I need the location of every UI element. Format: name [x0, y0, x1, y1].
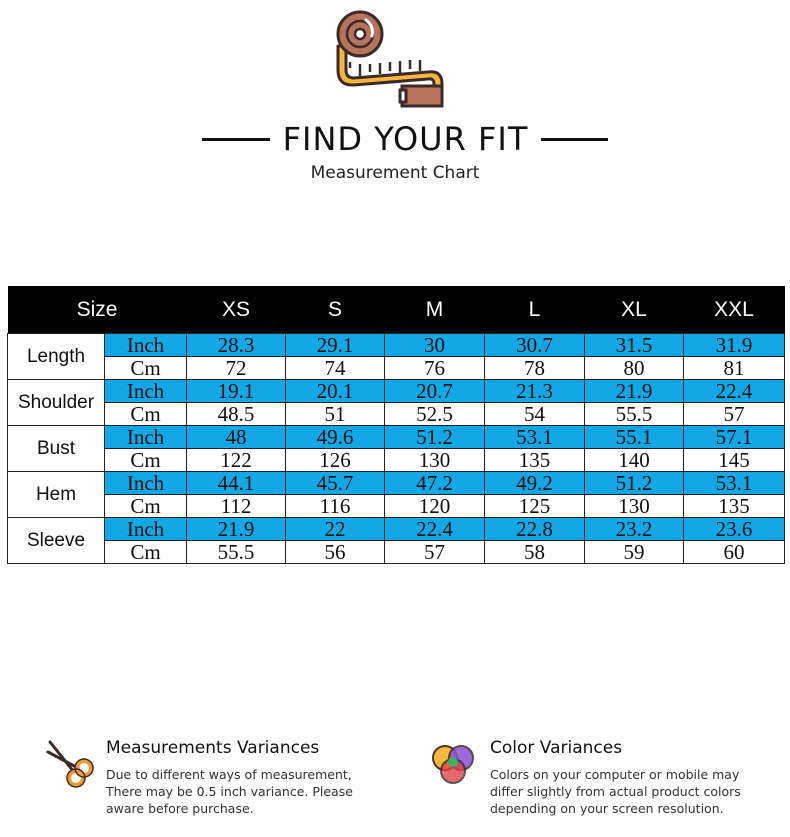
size-header-xs: XS	[187, 286, 286, 334]
cm-value-cell: 57	[684, 403, 785, 426]
cm-value-cell: 135	[485, 449, 585, 472]
inch-value-cell: 31.5	[585, 334, 684, 357]
size-header-xxl: XXL	[684, 286, 785, 334]
size-chart-table	[7, 286, 785, 564]
unit-label-cm: Cm	[105, 541, 187, 564]
measurement-variance-note	[44, 738, 384, 828]
unit-label-cm: Cm	[105, 403, 187, 426]
inch-value-cell: 51.2	[385, 426, 485, 449]
size-header-s: S	[286, 286, 385, 334]
title-divider-right	[541, 138, 608, 141]
cm-value-cell: 112	[187, 495, 286, 518]
inch-value-cell: 48	[187, 426, 286, 449]
table-row	[8, 472, 785, 495]
inch-value-cell: 30.7	[485, 334, 585, 357]
tape-measure-icon	[330, 8, 450, 112]
size-header-m: M	[385, 286, 485, 334]
table-row	[8, 449, 785, 472]
cm-value-cell: 120	[385, 495, 485, 518]
cm-value-cell: 74	[286, 357, 385, 380]
measurement-note-body	[106, 766, 353, 817]
measurement-note-line: Due to different ways of measurement,	[106, 767, 352, 782]
table-row	[8, 426, 785, 449]
cm-value-cell: 76	[385, 357, 485, 380]
unit-label-inch: Inch	[105, 518, 187, 541]
inch-value-cell: 53.1	[485, 426, 585, 449]
cm-value-cell: 135	[684, 495, 785, 518]
unit-label-inch: Inch	[105, 426, 187, 449]
title-divider-left	[202, 138, 270, 141]
inch-value-cell: 49.6	[286, 426, 385, 449]
color-note-line: depending on your screen resolution.	[490, 801, 724, 816]
inch-value-cell: 28.3	[187, 334, 286, 357]
size-header-l: L	[485, 286, 585, 334]
inch-value-cell: 20.7	[385, 380, 485, 403]
cm-value-cell: 48.5	[187, 403, 286, 426]
measure-name-bust: Bust	[8, 426, 105, 472]
measure-name-sleeve: Sleeve	[8, 518, 105, 564]
inch-value-cell: 21.9	[187, 518, 286, 541]
inch-value-cell: 57.1	[684, 426, 785, 449]
inch-value-cell: 44.1	[187, 472, 286, 495]
table-row	[8, 541, 785, 564]
inch-value-cell: 23.6	[684, 518, 785, 541]
table-row	[8, 380, 785, 403]
inch-value-cell: 53.1	[684, 472, 785, 495]
inch-value-cell: 21.9	[585, 380, 684, 403]
unit-label-inch: Inch	[105, 380, 187, 403]
unit-label-inch: Inch	[105, 334, 187, 357]
color-note-body	[490, 766, 741, 817]
inch-value-cell: 45.7	[286, 472, 385, 495]
cm-value-cell: 51	[286, 403, 385, 426]
cm-value-cell: 55.5	[187, 541, 286, 564]
unit-label-cm: Cm	[105, 357, 187, 380]
size-header: Size	[8, 286, 187, 334]
inch-value-cell: 55.1	[585, 426, 684, 449]
unit-label-inch: Inch	[105, 472, 187, 495]
inch-value-cell: 30	[385, 334, 485, 357]
color-variance-note	[428, 738, 768, 828]
cm-value-cell: 81	[684, 357, 785, 380]
table-row	[8, 357, 785, 380]
color-note-line: differ slightly from actual product colors	[490, 784, 741, 799]
table-header-row	[8, 286, 785, 334]
measurement-note-line: There may be 0.5 inch variance. Please	[106, 784, 353, 799]
inch-value-cell: 20.1	[286, 380, 385, 403]
title-row	[0, 118, 790, 160]
inch-value-cell: 29.1	[286, 334, 385, 357]
cm-value-cell: 59	[585, 541, 684, 564]
color-circles-icon	[428, 738, 478, 790]
cm-value-cell: 56	[286, 541, 385, 564]
page-title: FIND YOUR FIT	[282, 120, 529, 158]
measurement-note-title: Measurements Variances	[106, 738, 320, 758]
cm-value-cell: 145	[684, 449, 785, 472]
cm-value-cell: 55.5	[585, 403, 684, 426]
inch-value-cell: 31.9	[684, 334, 785, 357]
table-row	[8, 403, 785, 426]
measurement-note-line: aware before purchase.	[106, 801, 254, 816]
color-note-line: Colors on your computer or mobile may	[490, 767, 740, 782]
inch-value-cell: 22.8	[485, 518, 585, 541]
table-row	[8, 334, 785, 357]
cm-value-cell: 126	[286, 449, 385, 472]
cm-value-cell: 80	[585, 357, 684, 380]
page-subtitle: Measurement Chart	[310, 163, 480, 183]
cm-value-cell: 78	[485, 357, 585, 380]
measure-name-shoulder: Shoulder	[8, 380, 105, 426]
inch-value-cell: 22.4	[684, 380, 785, 403]
inch-value-cell: 22.4	[385, 518, 485, 541]
unit-label-cm: Cm	[105, 449, 187, 472]
table-row	[8, 495, 785, 518]
cm-value-cell: 130	[385, 449, 485, 472]
inch-value-cell: 19.1	[187, 380, 286, 403]
inch-value-cell: 21.3	[485, 380, 585, 403]
cm-value-cell: 122	[187, 449, 286, 472]
cm-value-cell: 58	[485, 541, 585, 564]
measure-name-hem: Hem	[8, 472, 105, 518]
inch-value-cell: 23.2	[585, 518, 684, 541]
cm-value-cell: 57	[385, 541, 485, 564]
cm-value-cell: 60	[684, 541, 785, 564]
size-header-xl: XL	[585, 286, 684, 334]
table-row	[8, 518, 785, 541]
cm-value-cell: 116	[286, 495, 385, 518]
inch-value-cell: 47.2	[385, 472, 485, 495]
inch-value-cell: 49.2	[485, 472, 585, 495]
measure-name-length: Length	[8, 334, 105, 380]
inch-value-cell: 22	[286, 518, 385, 541]
cm-value-cell: 54	[485, 403, 585, 426]
cm-value-cell: 52.5	[385, 403, 485, 426]
inch-value-cell: 51.2	[585, 472, 684, 495]
cm-value-cell: 140	[585, 449, 684, 472]
cm-value-cell: 72	[187, 357, 286, 380]
cm-value-cell: 130	[585, 495, 684, 518]
scissors-icon	[44, 738, 94, 790]
color-note-title: Color Variances	[490, 738, 623, 758]
cm-value-cell: 125	[485, 495, 585, 518]
unit-label-cm: Cm	[105, 495, 187, 518]
